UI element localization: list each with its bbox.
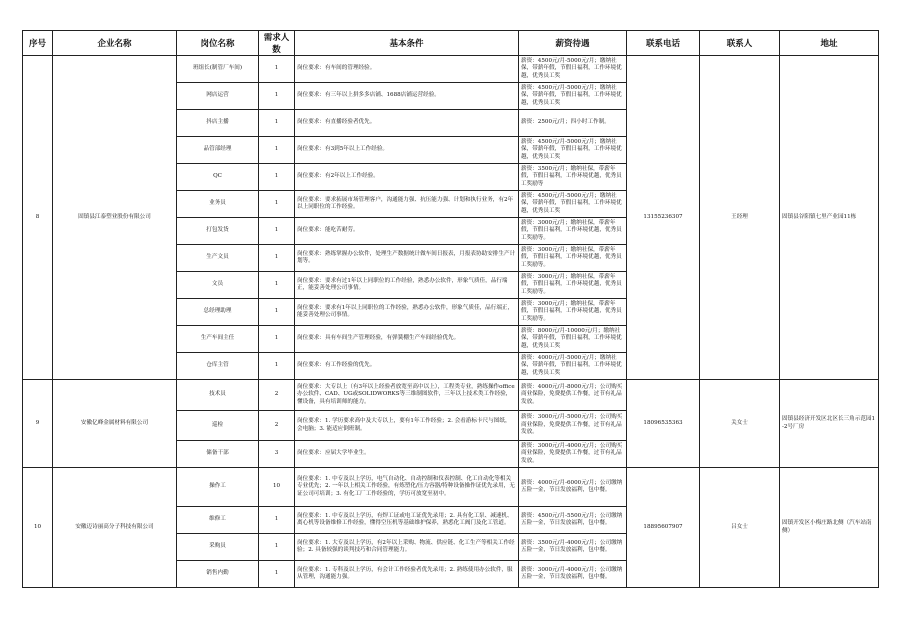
job-title: 班组长(制管厂车间)	[177, 56, 259, 83]
job-salary: 薪资：3500元/月-4000元/月；公司缴纳五险一金，节日发放福利，包中餐。	[519, 534, 627, 561]
job-title: 业务员	[177, 191, 259, 218]
job-title: 技术员	[177, 380, 259, 411]
header-row	[23, 31, 879, 56]
job-salary: 薪资：4500元/月-5500元/月；公司缴纳五险一金，节日发放福利，包中餐。	[519, 507, 627, 534]
job-requirements: 岗位要求：有三年以上拼多多店铺、1688店铺运营经验。	[295, 83, 519, 110]
job-requirements: 岗位要求：有工作经验的优先。	[295, 353, 519, 380]
job-salary: 薪资：4500元/月-5000元/月；缴纳社保，带薪年假，节假日福利，工作环境优越，优秀员工奖	[519, 137, 627, 164]
header-requirements: 基本条件	[295, 31, 519, 56]
table-body	[23, 56, 879, 588]
job-salary: 薪资：3000元/月；缴纳社保，带薪年假，节假日福利，工作环境优越，优秀员工奖励等。	[519, 218, 627, 245]
job-requirements: 岗位要求：有车间的管理经验。	[295, 56, 519, 83]
header-position: 岗位名称	[177, 31, 259, 56]
job-salary: 薪资：3000元/月；缴纳社保，带薪年假，节假日福利，工作环境优越，优秀员工奖励等。	[519, 272, 627, 299]
contact-phone: 18096535363	[627, 380, 700, 468]
company-address: 固镇县经济开发区北区长三角示范园1-2号厂房	[780, 380, 879, 468]
job-requirements: 岗位要求：熟练掌握办公软件，处理生产数据统计做车间日报表，月报表协助安排生产计划等。	[295, 245, 519, 272]
job-title: 总经理助理	[177, 299, 259, 326]
table-row	[23, 56, 879, 83]
job-requirements: 岗位要求：有2年以上工作经验。	[295, 164, 519, 191]
job-count: 1	[259, 191, 295, 218]
job-title: 生产车间主任	[177, 326, 259, 353]
job-count: 2	[259, 380, 295, 411]
job-salary: 薪资：4000元/月-8000元/月；公司购买商业保险，免费提供工作餐，过节有礼品发放。	[519, 380, 627, 411]
contact-phone: 13155236307	[627, 56, 700, 380]
job-title: 操作工	[177, 468, 259, 507]
job-salary: 薪资：4500元/月-5000元/月；缴纳社保，带薪年假，节假日福利，工作环境优越，优秀员工奖	[519, 191, 627, 218]
company-name: 安徽迈诗丽高分子科技有限公司	[53, 468, 177, 588]
job-count: 10	[259, 468, 295, 507]
job-count: 1	[259, 110, 295, 137]
job-requirements: 岗位要求：1. 大专及以上学历，有2年以上采购、物流、供应链、化工生产等相关工作经验；2. 具备较强的谈判技巧和合同管理能力。	[295, 534, 519, 561]
job-requirements: 岗位要求：有直播经验者优先。	[295, 110, 519, 137]
job-count: 3	[259, 441, 295, 468]
job-count: 1	[259, 56, 295, 83]
company-index: 10	[23, 468, 53, 588]
contact-person: 吕女士	[700, 468, 780, 588]
job-salary: 薪资：3000元/月-4000元/月；公司缴纳五险一金，节日发放福利，包中餐。	[519, 561, 627, 588]
header-salary: 薪资待遇	[519, 31, 627, 56]
job-count: 1	[259, 218, 295, 245]
contact-phone: 18895607907	[627, 468, 700, 588]
company-index: 9	[23, 380, 53, 468]
header-phone: 联系电话	[627, 31, 700, 56]
job-count: 1	[259, 299, 295, 326]
job-title: 生产文员	[177, 245, 259, 272]
job-count: 1	[259, 561, 295, 588]
job-salary: 薪资：8000元/月-10000元/月；缴纳社保，带薪年假，节假日福利，工作环境优越，优秀员工奖	[519, 326, 627, 353]
job-requirements: 岗位要求：1. 中专及以上学历，有焊工证或电工证优先录用；2. 具有化工泵、减速机、离心机等设备维修工作经验，懂得空压机等基础维护保养，熟悉化工阀门及化工管道。	[295, 507, 519, 534]
job-count: 1	[259, 507, 295, 534]
job-count: 1	[259, 164, 295, 191]
job-title: 仓库主管	[177, 353, 259, 380]
job-requirements: 岗位要求：大专以上（有3年以上经验者放宽至高中以上），工程类专业，熟练操作office办公软件、CAD、UG或SOLIDWORKS等三维制图软件，三年以上技术类工作经验，懂设备，具有培训师的能力。	[295, 380, 519, 411]
company-address: 固镇开发区小梅庄路北侧（汽车站南侧）	[780, 468, 879, 588]
job-requirements: 岗位要求：有3到5年以上工作经验。	[295, 137, 519, 164]
job-salary: 薪资：2500元/月；四小时工作制。	[519, 110, 627, 137]
header-index: 序号	[23, 31, 53, 56]
job-requirements: 岗位要求：具有车间生产管理经验，有弹簧棚生产车间经验优先。	[295, 326, 519, 353]
job-salary: 薪资：4000元/月-5000元/月；缴纳社保，带薪年假，节假日福利，工作环境优越，优秀员工奖	[519, 353, 627, 380]
job-salary: 薪资：3000元/月-5000元/月；公司购买商业保险，免费提供工作餐，过节有礼品发放。	[519, 411, 627, 441]
company-address: 固镇县谷阳镇七里产业园11栋	[780, 56, 879, 380]
job-title: 销售内勤	[177, 561, 259, 588]
job-title: 文员	[177, 272, 259, 299]
job-requirements: 岗位要求：能吃苦耐劳。	[295, 218, 519, 245]
header-contact: 联系人	[700, 31, 780, 56]
company-name: 安徽亿峰金属材料有限公司	[53, 380, 177, 468]
job-title: QC	[177, 164, 259, 191]
job-count: 2	[259, 411, 295, 441]
job-requirements: 岗位要求：应届大学毕业生。	[295, 441, 519, 468]
job-requirements: 岗位要求：要求有1年以上同职位的工作经验，熟悉办公软件，形象气质佳，品行端正，能妥善处理公司事情。	[295, 299, 519, 326]
job-title: 抖店主播	[177, 110, 259, 137]
job-title: 巡检	[177, 411, 259, 441]
job-salary: 薪资：3000元/月；缴纳社保，带薪年假，节假日福利，工作环境优越，优秀员工奖励等。	[519, 245, 627, 272]
job-salary: 薪资：4000元/月-6000元/月；公司缴纳五险一金，节日发放福利，包中餐。	[519, 468, 627, 507]
job-count: 1	[259, 534, 295, 561]
header-company: 企业名称	[53, 31, 177, 56]
job-salary: 薪资：4500元/月-5000元/月；缴纳社保，带薪年假，节假日福利，工作环境优越，优秀员工奖	[519, 56, 627, 83]
job-title: 网店运营	[177, 83, 259, 110]
job-salary: 薪资：4500元/月-5000元/月；缴纳社保，带薪年假，节假日福利，工作环境优越，优秀员工奖	[519, 83, 627, 110]
company-index: 8	[23, 56, 53, 380]
job-title: 采购员	[177, 534, 259, 561]
job-title: 打包发货	[177, 218, 259, 245]
job-salary: 薪资：3000元/月；缴纳社保，带薪年假，节假日福利，工作环境优越，优秀员工奖励等。	[519, 299, 627, 326]
job-requirements: 岗位要求：1. 专科及以上学历，有会计工作经验者优先录用；2. 熟练使用办公软件，服从管理，沟通能力强。	[295, 561, 519, 588]
job-salary: 薪资：3500元/月；缴纳社保，带薪年假，节假日福利，工作环境优越，优秀员工奖励等	[519, 164, 627, 191]
job-requirements: 岗位要求：要求有过1年以上同职位的工作经验，熟悉办公软件，形象气质佳，品行端正，能妥善处理公司事情。	[295, 272, 519, 299]
job-count: 1	[259, 272, 295, 299]
contact-person: 关女士	[700, 380, 780, 468]
contact-person: 王经理	[700, 56, 780, 380]
table-row	[23, 380, 879, 411]
job-requirements: 岗位要求：1. 学历要求高中及大专以上，要有1年工作经验；2. 会看游标卡尺与图纸，会电脑；3. 能适应倒班制。	[295, 411, 519, 441]
job-title: 品管部经理	[177, 137, 259, 164]
company-name: 固镇县江泰塑业股份有限公司	[53, 56, 177, 380]
job-requirements: 岗位要求：1. 中专及以上学历，电气自动化、自动控制和仪表控制、化工自动化等相关专业优先；2. 一年以上相关工作经验，有炼塑化/压力容器/特种设备操作证优先录用，无证公司可培训；3. 有化工厂工作经验的，学历可放宽至初中。	[295, 468, 519, 507]
table-row	[23, 468, 879, 507]
recruitment-table	[22, 30, 879, 588]
header-address: 地址	[780, 31, 879, 56]
job-count: 1	[259, 245, 295, 272]
job-count: 1	[259, 326, 295, 353]
job-requirements: 岗位要求：要求拓展市场管理客户，沟通能力强、抗压能力强、计划和执行业务，有2年以上同职位的工作经验。	[295, 191, 519, 218]
job-salary: 薪资：3000元/月-4000元/月；公司购买商业保险，免费提供工作餐，过节有礼品发放。	[519, 441, 627, 468]
job-count: 1	[259, 353, 295, 380]
header-count: 需求人数	[259, 31, 295, 56]
job-title: 储备干部	[177, 441, 259, 468]
job-title: 维修工	[177, 507, 259, 534]
job-count: 1	[259, 137, 295, 164]
job-count: 1	[259, 83, 295, 110]
